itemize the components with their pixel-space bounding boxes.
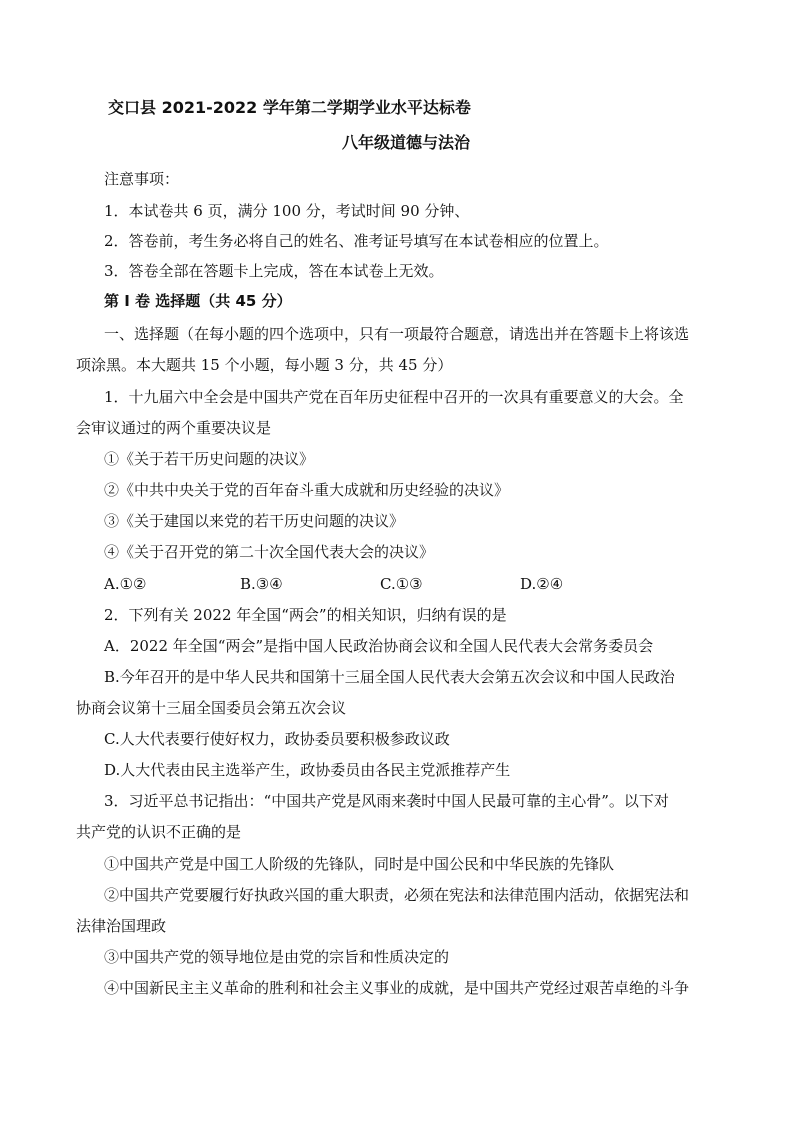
q2-option: D.人大代表由民主选举产生，政协委员由各民主党派推荐产生 (104, 761, 511, 779)
q1-item: ①《关于若干历史问题的决议》 (104, 450, 315, 468)
notice-item: 1．本试卷共 6 页，满分 100 分，考试时间 90 分钟、 (104, 202, 470, 220)
section-instructions: 项涂黑。本大题共 15 个小题，每小题 3 分，共 45 分） (76, 356, 453, 374)
q1-item: ④《关于召开党的第二十次全国代表大会的决议》 (104, 543, 435, 561)
q3-item: ②中国共产党要履行好执政兴国的重大职责，必须在宪法和法律范围内活动，依据宪法和 (104, 886, 690, 904)
q3-item: 法律治国理政 (76, 917, 167, 935)
q3-stem: 共产党的认识不正确的是 (76, 823, 242, 841)
notice-item: 2．答卷前，考生务必将自己的姓名、准考证号填写在本试卷相应的位置上。 (104, 232, 609, 250)
notice-item: 3．答卷全部在答题卡上完成，答在本试卷上无效。 (104, 262, 444, 280)
q2-option: 协商会议第十三届全国委员会第五次会议 (76, 699, 347, 717)
q1-item: ②《中共中央关于党的百年奋斗重大成就和历史经验的决议》 (104, 481, 510, 499)
q2-option: C.人大代表要行使好权力，政协委员要积极参政议政 (104, 730, 450, 748)
q1-stem: 1．十九届六中全会是中国共产党在百年历史征程中召开的一次具有重要意义的大会。全 (104, 388, 684, 406)
q1-option-a: A.①② (104, 575, 147, 593)
q1-option-d: D.②④ (520, 575, 564, 593)
notice-heading: 注意事项： (104, 170, 180, 188)
q1-option-b: B.③④ (240, 575, 283, 593)
q1-option-c: C.①③ (380, 575, 423, 593)
q2-stem: 2．下列有关 2022 年全国“两会”的相关知识，归纳有误的是 (104, 606, 507, 624)
section-instructions: 一、选择题（在每小题的四个选项中，只有一项最符合题意，请选出并在答题卡上将该选 (104, 325, 690, 343)
q1-stem: 会审议通过的两个重要决议是 (76, 419, 272, 437)
q1-item: ③《关于建国以来党的若干历史问题的决议》 (104, 512, 405, 530)
exam-title: 交口县 2021-2022 学年第二学期学业水平达标卷 (108, 98, 471, 117)
exam-subtitle: 八年级道德与法治 (342, 133, 471, 152)
q2-option: B.今年召开的是中华人民共和国第十三届全国人民代表大会第五次会议和中国人民政治 (104, 668, 675, 686)
q3-item: ④中国新民主主义革命的胜利和社会主义事业的成就，是中国共产党经过艰苦卓绝的斗争 (104, 979, 690, 997)
q3-stem: 3．习近平总书记指出：“中国共产党是风雨来袭时中国人民最可靠的主心骨”。以下对 (104, 792, 669, 810)
q3-item: ①中国共产党是中国工人阶级的先锋队，同时是中国公民和中华民族的先锋队 (104, 855, 615, 873)
section-title: 第 I 卷 选择题（共 45 分） (104, 292, 292, 310)
q3-item: ③中国共产党的领导地位是由党的宗旨和性质决定的 (104, 948, 450, 966)
q2-option: A．2022 年全国“两会”是指中国人民政治协商会议和全国人民代表大会常务委员会 (104, 637, 654, 655)
